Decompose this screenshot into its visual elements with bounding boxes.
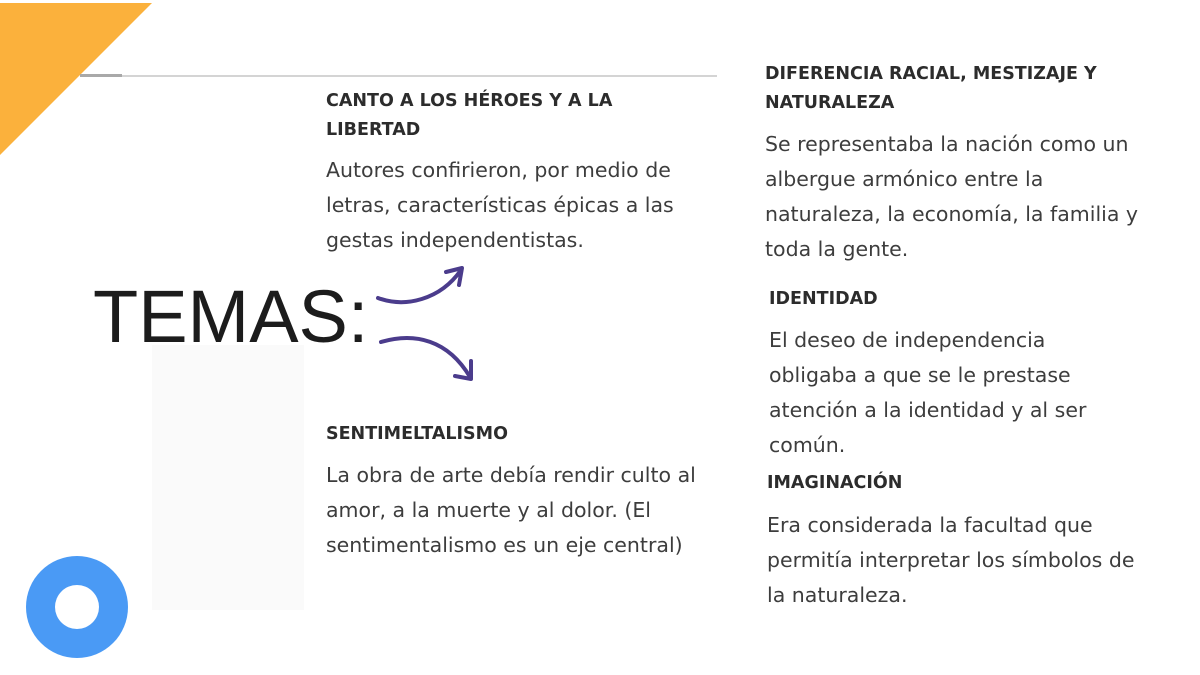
topic-heading-diferencia-racial: DIFERENCIA RACIAL, MESTIZAJE Y NATURALEZA <box>765 64 1097 113</box>
topic-heading-imaginacion: IMAGINACIÓN <box>767 473 903 493</box>
topic-body-identidad: El deseo de independencia obligaba a que se le prestase atención a la identidad y al ser común. <box>769 328 1087 457</box>
blue-ring-decoration <box>26 556 128 658</box>
arrow-up-right-icon <box>378 268 462 302</box>
topic-body-diferencia-racial: Se representaba la nación como un albergue armónico entre la naturaleza, la economía, la familia y toda la gente. <box>765 132 1139 261</box>
slide-title: TEMAS: <box>93 275 369 358</box>
arrow-down-right-icon <box>381 338 471 379</box>
topic-body-imaginacion: Era considerada la facultad que permitía interpretar los símbolos de la naturaleza. <box>767 513 1135 607</box>
topic-heading-sentimentalismo: SENTIMELTALISMO <box>326 424 508 444</box>
topic-body-heroes: Autores confirieron, por medio de letras, características épicas a las gestas independentistas. <box>326 158 674 252</box>
topic-body-sentimentalismo: La obra de arte debía rendir culto al amor, a la muerte y al dolor. (El sentimentalismo es un eje central) <box>326 463 696 557</box>
blue-ring-hole <box>55 585 99 629</box>
topic-heading-heroes: CANTO A LOS HÉROES Y A LA LIBERTAD <box>326 91 613 140</box>
topic-heading-identidad: IDENTIDAD <box>769 289 878 309</box>
